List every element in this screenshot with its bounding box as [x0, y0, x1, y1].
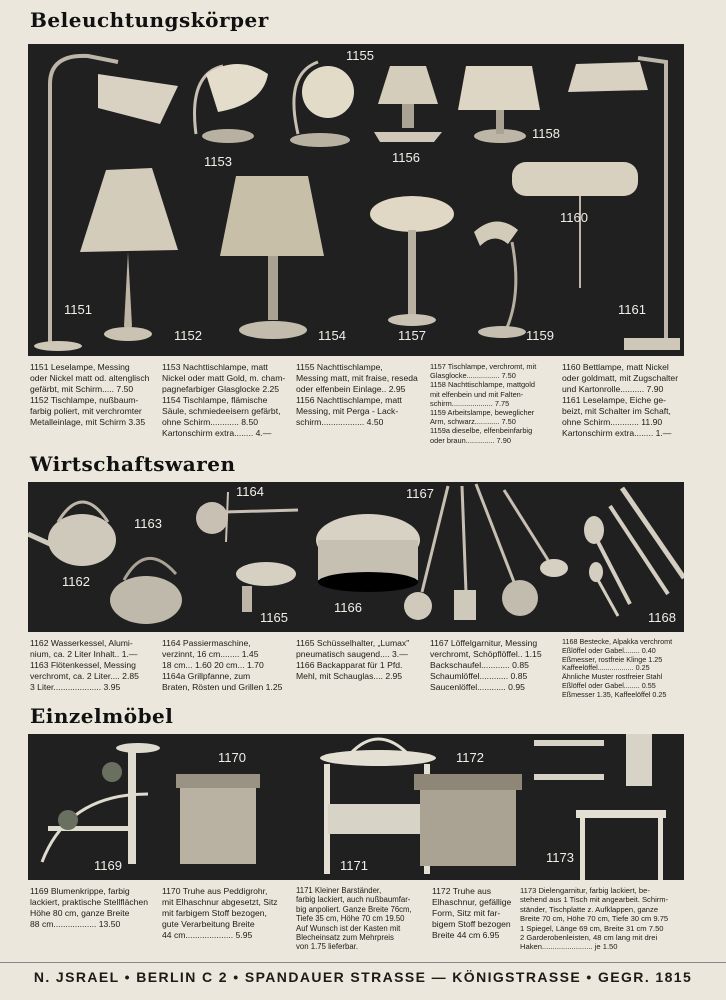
chest-1172-image: [414, 774, 522, 866]
section-title-household: Wirtschaftswaren: [30, 452, 236, 476]
kettle-1163-image: [110, 558, 182, 624]
strainer-1164-image: [196, 492, 298, 542]
lighting-photo-panel: [28, 44, 684, 356]
item-number-1167: 1167: [406, 486, 434, 501]
item-number-1154: 1154: [318, 328, 346, 343]
item-number-1172: 1172: [456, 750, 484, 765]
item-number-1168: 1168: [648, 610, 676, 625]
footer-address: N. JSRAEL • BERLIN C 2 • SPANDAUER STRASSE — KÖNIGSTRASSE • GEGR. 1815: [0, 962, 726, 991]
ladle-set-1167-image: [404, 484, 568, 620]
caption-1168: 1168 Bestecke, Alpakka verchromt Eßlöffel oder Gabel........ 0.40 Eßmesser, rostfreie Klinge 1.25 Kaffeelöffel.................. 0.25 Ähnliche Muster rostfreier Stahl Eßlöffel oder Gabel........ 0.55 Eßmesser 1.35, Kaffeelöffel 0.25: [562, 638, 673, 699]
cutlery-1168-image: [584, 488, 684, 616]
caption-1157-1159: 1157 Tischlampe, verchromt, mit Glasglocke................ 7.50 1158 Nachttischlampe, mattgold mit elfenbein und mit Falten- schirm.................... 7.75 1159 Arbeitslampe, beweglicher Arm, schwarz............ 7.50 1159a dieselbe, elfenbeinfarbig oder braun.............. 7.90: [430, 362, 537, 445]
lamp-1153-image: [195, 64, 268, 143]
baking-device-1166-image: [316, 514, 420, 592]
item-number-1158: 1158: [532, 126, 560, 141]
lamp-1155-image: [290, 62, 354, 147]
caption-1172: 1172 Truhe aus Elhaschnur, gefällige Form, Sitz mit far- bigem Stoff bezogen Breite 44 cm 6.95: [432, 886, 512, 940]
bar-stand-1171-image: [320, 739, 436, 874]
item-number-1159: 1159: [526, 328, 554, 343]
lamp-1160-image: [512, 162, 638, 288]
flower-stand-1169-image: [42, 743, 160, 864]
household-photo-panel: [28, 482, 684, 632]
item-number-1151: 1151: [64, 302, 92, 317]
item-number-1152: 1152: [174, 328, 202, 343]
furniture-photo-panel: [28, 734, 684, 880]
lamp-1159-image: [474, 221, 526, 338]
chest-1170-image: [176, 774, 260, 864]
kettle-1162-image: [28, 502, 116, 566]
item-number-1165: 1165: [260, 610, 288, 625]
caption-1164: 1164 Passiermaschine, verzinnt, 16 cm........ 1.45 18 cm... 1.60 20 cm... 1.70 1164a Grillpfanne, zum Braten, Rösten und Grillen 1.25: [162, 638, 283, 692]
item-number-1161: 1161: [618, 302, 646, 317]
item-number-1166: 1166: [334, 600, 362, 615]
bowl-holder-1165-image: [236, 562, 296, 612]
caption-1151-1152: 1151 Leselampe, Messing oder Nickel matt od. altenglisch gefärbt, mit Schirm..... 7.50 1152 Tischlampe, nußbaum- farbig poliert, mit verchromter Metalleinlage, mit Schirm 3.35: [30, 362, 150, 427]
caption-1160-1161: 1160 Bettlampe, matt Nickel oder goldmatt, mit Zugschalter und Kartonrolle.......... 7.90 1161 Leselampe, Eiche ge- beizt, mit Schalter im Schaft, ohne Schirm............ 11.90 Kartonschirm extra........ 1.—: [562, 362, 679, 438]
item-number-1157: 1157: [398, 328, 426, 343]
lamp-1154-image: [220, 176, 324, 339]
lamp-1152-image: [80, 168, 178, 341]
caption-1171: 1171 Kleiner Barständer, farbig lackiert, auch nußbaumfar- big anpoliert. Ganze Breite 76cm, Tiefe 35 cm, Höhe 70 cm 19.50 Auf Wunsch ist der Kasten mit Blecheinsatz zum Mehrpreis von 1.75 lieferbar.: [296, 886, 412, 952]
caption-1153-1154: 1153 Nachttischlampe, matt Nickel oder matt Gold, m. cham- pagnefarbiger Glasglocke 2.25 1154 Tischlampe, flämische Säule, schmiedeeisern gefärbt, ohne Schirm............ 8.50 Kartonschirm extra........ 4.—: [162, 362, 286, 438]
caption-1169: 1169 Blumenkrippe, farbig lackiert, praktische Stellflächen Höhe 80 cm, ganze Breite 88 cm.................. 13.50: [30, 886, 148, 929]
item-number-1155: 1155: [346, 48, 374, 63]
caption-1165-1166: 1165 Schüsselhalter, „Lumax" pneumatisch saugend.... 3.— 1166 Backapparat für 1 Pfd. Mehl, mit Schauglas.... 2.95: [296, 638, 410, 681]
item-number-1162: 1162: [62, 574, 90, 589]
caption-1155-1156: 1155 Nachttischlampe, Messing matt, mit fraise, reseda oder elfenbein Einlage.. 2.95 1156 Nachttischlampe, matt Messing, mit Perga - Lack- schirm.................. 4.50: [296, 362, 418, 427]
caption-1162-1163: 1162 Wasserkessel, Alumi- nium, ca. 2 Liter Inhalt.. 1.— 1163 Flötenkessel, Messing verchromt, ca. 2 Liter.... 2.85 3 Liter.................... 3.95: [30, 638, 139, 692]
item-number-1170: 1170: [218, 750, 246, 765]
item-number-1171: 1171: [340, 858, 368, 873]
lighting-illustration: [28, 44, 684, 356]
item-number-1169: 1169: [94, 858, 122, 873]
lamp-1156-image: [374, 66, 442, 142]
section-title-furniture: Einzelmöbel: [30, 704, 174, 728]
lamp-1157-image: [370, 196, 454, 326]
section-title-lighting: Beleuchtungskörper: [30, 8, 269, 32]
item-number-1163: 1163: [134, 516, 162, 531]
item-number-1164: 1164: [236, 484, 264, 499]
lamp-1158-image: [458, 66, 540, 143]
item-number-1160: 1160: [560, 210, 588, 225]
item-number-1156: 1156: [392, 150, 420, 165]
caption-1167: 1167 Löffelgarnitur, Messing verchromt, Schöpflöffel.. 1.15 Backschaufel............ 0.85 Schaumlöffel............ 0.85 Saucenlöffel............ 0.95: [430, 638, 542, 692]
caption-1170: 1170 Truhe aus Peddigrohr, mit Elhaschnur abgesetzt, Sitz mit farbigem Stoff bezogen, gute Verarbeitung Breite 44 cm.................... 5.95: [162, 886, 278, 940]
item-number-1173: 1173: [546, 850, 574, 865]
item-number-1153: 1153: [204, 154, 232, 169]
caption-1173: 1173 Dielengarnitur, farbig lackiert, be- stehend aus 1 Tisch mit angearbeit. Schirm- ständer, Tischplatte z. Aufklappen, ganze Breite 70 cm, Höhe 70 cm, Tiefe 30 cm 9.75 1 Spiegel, Länge 69 cm, Breite 31 cm 7.50 2 Garderobenleisten, 48 cm lang mit drei Haken........................ je 1.50: [520, 886, 669, 952]
